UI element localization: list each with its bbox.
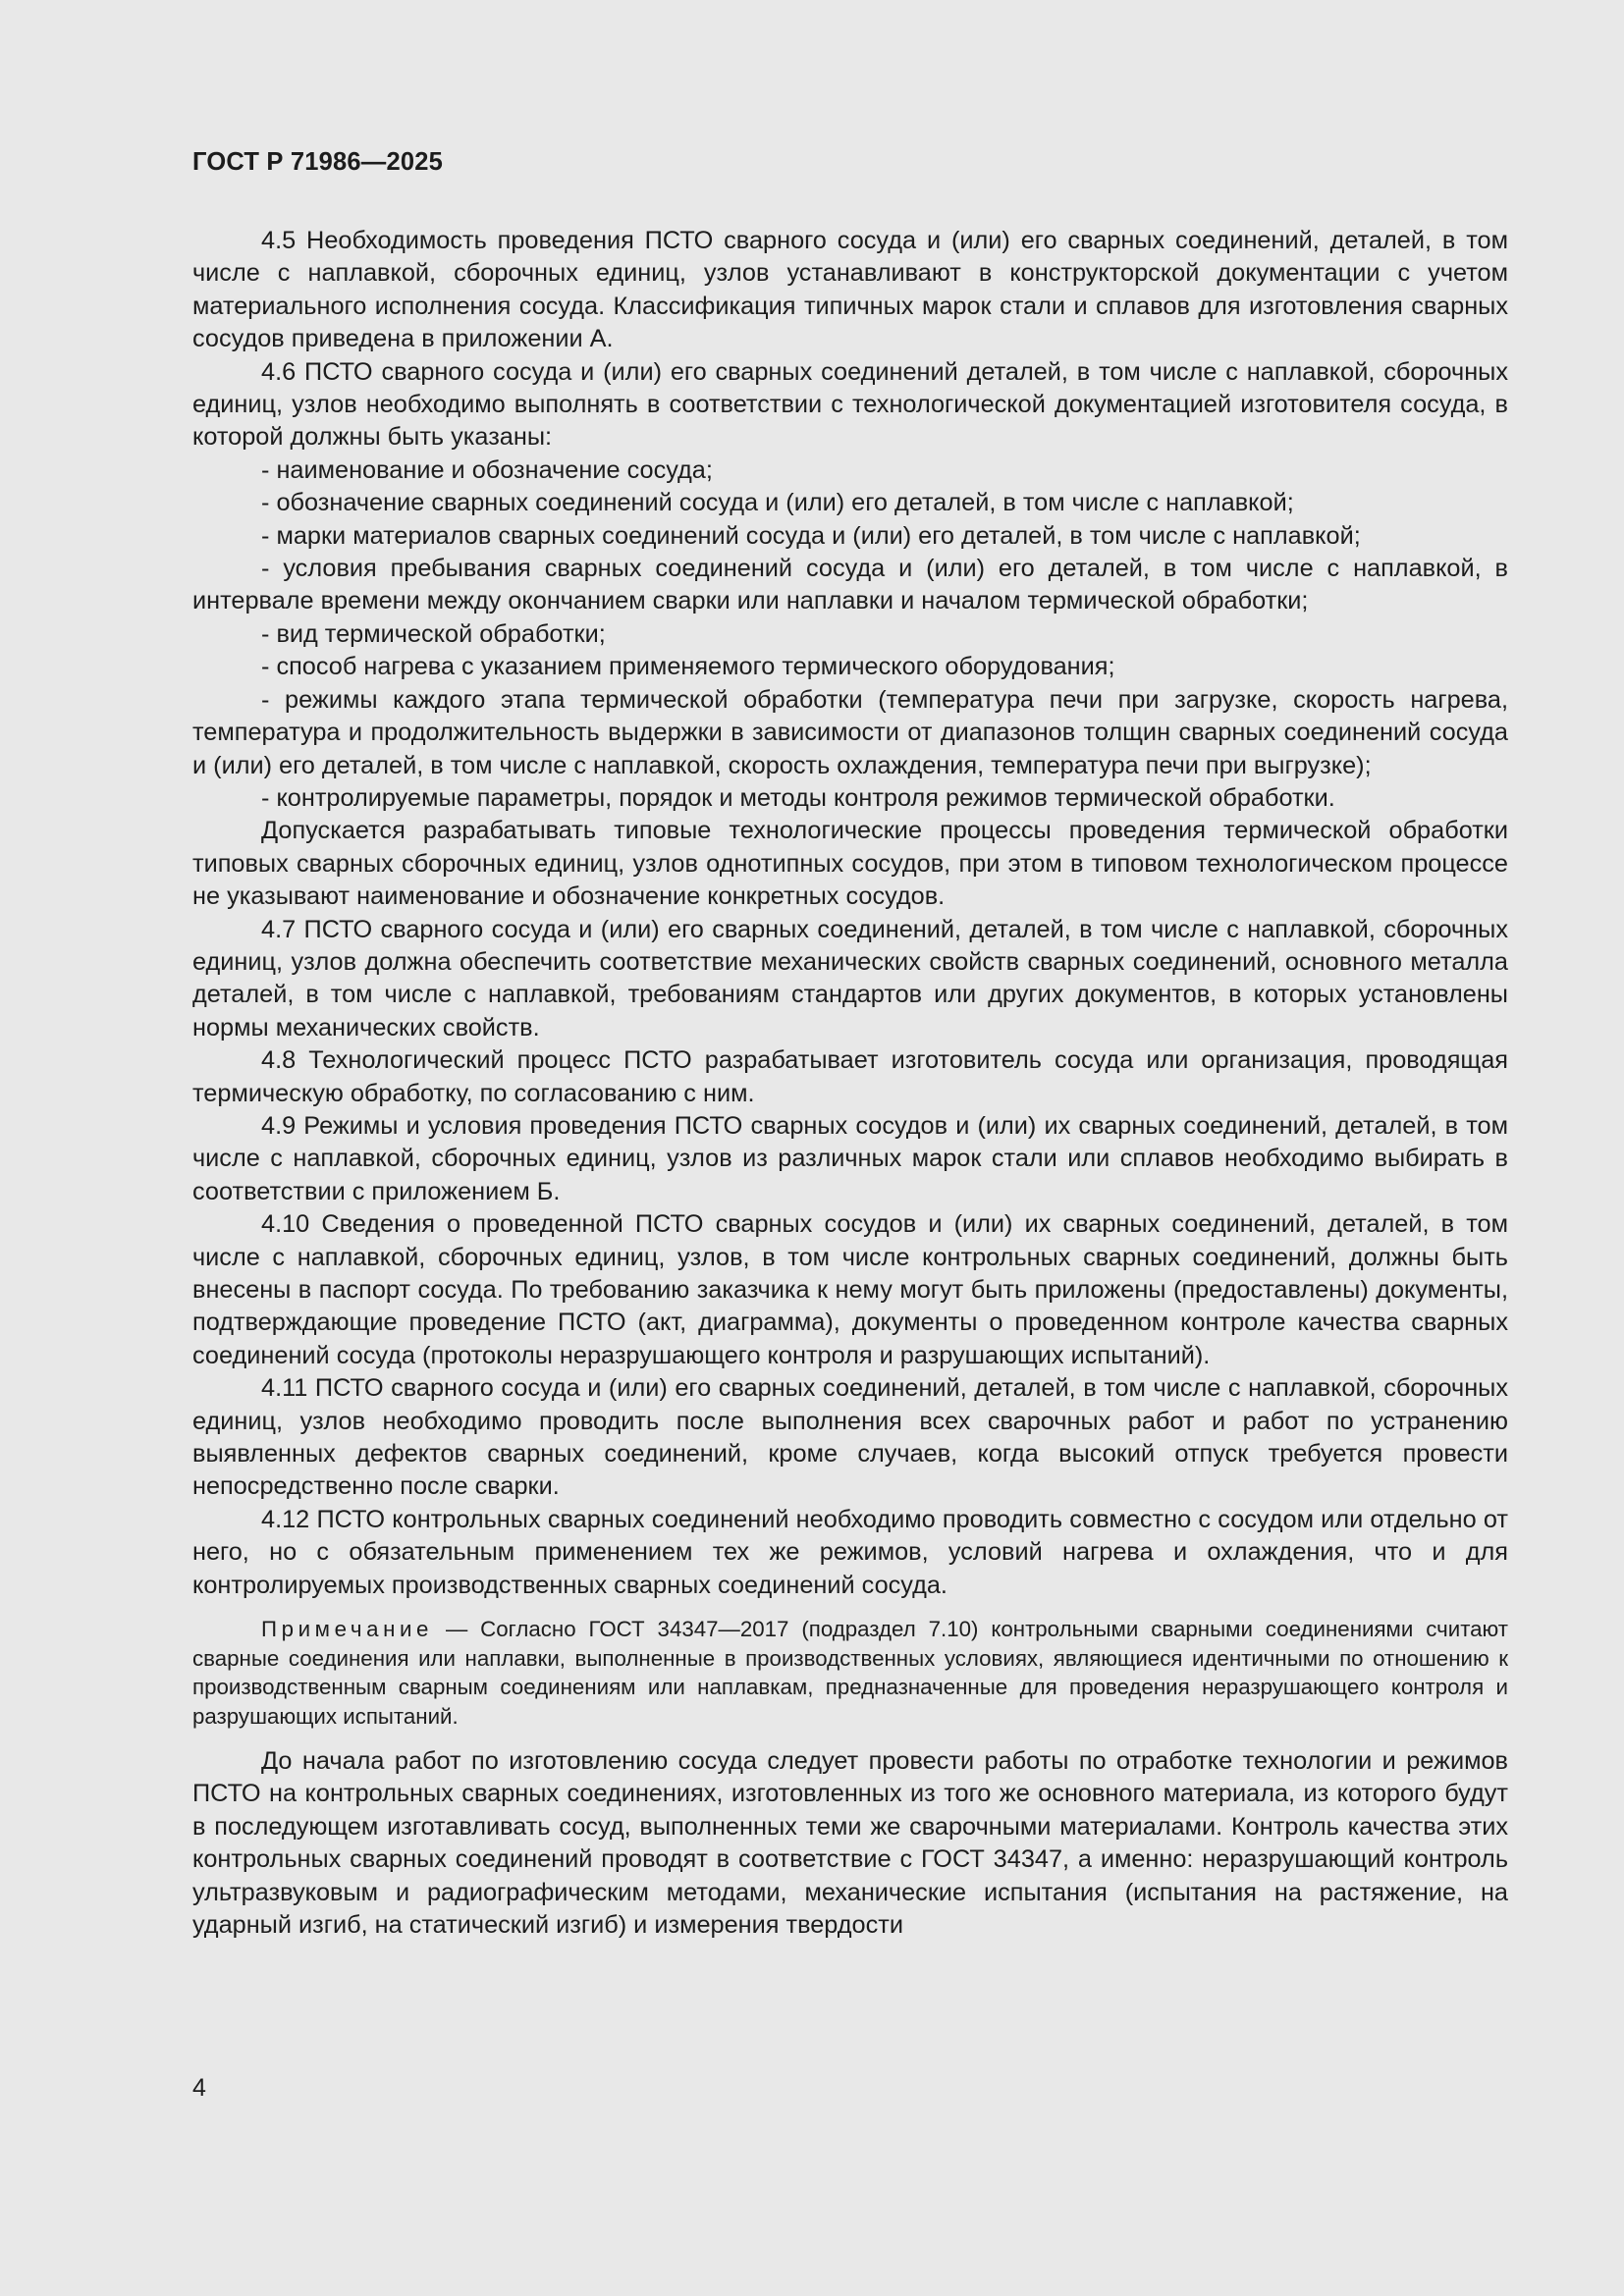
list-item: - вид термической обработки; <box>261 619 606 648</box>
note-label: Примечание <box>261 1617 434 1642</box>
standard-code-header: ГОСТ Р 71986—2025 <box>192 148 444 176</box>
note-block <box>192 1615 1508 1732</box>
list-item: - наименование и обозначение сосуда; <box>261 455 713 484</box>
list-item: - контролируемые параметры, порядок и методы контроля режимов термической обработки. <box>261 783 1335 812</box>
list-item: - обозначение сварных соединений сосуда и (или) его деталей, в том числе с наплавкой; <box>261 489 1294 517</box>
clause-4-7: 4.7 ПСТО сварного сосуда и (или) его сварных соединений, деталей, в том числе с наплавкой, сборочных единиц, узлов должна обеспечить соответствие механических свойств сварных соединений, основного металла деталей, в том числе с наплавкой, требованиям стандартов или других документов, в которых установлены нормы механических свойств. <box>192 915 1508 1041</box>
clause-4-9: 4.9 Режимы и условия проведения ПСТО сварных сосудов и (или) их сварных соединений, деталей, в том числе с наплавкой, сборочных единиц, узлов из различных марок стали или сплавов необходимо выбирать в соответствии с приложением Б. <box>192 1111 1508 1205</box>
list-item: - режимы каждого этапа термической обработки (температура печи при загрузке, скорость нагрева, температура и продолжительность выдержки в зависимости от диапазонов толщин сварных соединений сосуда и (или) его деталей, в том числе с наплавкой, скорость охлаждения, температура печи при выгрузке); <box>192 685 1508 779</box>
page-number: 4 <box>192 2074 206 2102</box>
note-text: Согласно ГОСТ 34347—2017 (подраздел 7.10) контрольными сварными соединениями считают сварные соединения или наплавки, выполненные в производственных условиях, являющиеся идентичными по отношению к производственным сварным соединениям или наплавкам, предназначенные для проведения неразрушающего контроля и разрушающих испытаний. <box>192 1617 1509 1730</box>
clause-4-10: 4.10 Сведения о проведенной ПСТО сварных сосудов и (или) их сварных соединений, деталей, в том числе с наплавкой, сборочных единиц, узлов, в том числе контрольных сварных соединений, должны быть внесены в паспорт сосуда. По требованию заказчика к нему могут быть приложены (предоставлены) документы, подтверждающие проведение ПСТО (акт, диаграмма), документы о проведенном контроле качества сварных соединений сосуда (протоколы неразрушающего контроля и разрушающих испытаний). <box>192 1210 1508 1369</box>
clause-4-6: 4.6 ПСТО сварного сосуда и (или) его сварных соединений деталей, в том числе с наплавкой, сборочных единиц, узлов необходимо выполнять в соответствии с технологической документацией изготовителя сосуда, в которой должны быть указаны: <box>192 357 1508 452</box>
list-item: - способ нагрева с указанием применяемого термического оборудования; <box>261 653 1115 681</box>
clause-4-5: 4.5 Необходимость проведения ПСТО сварного сосуда и (или) его сварных соединений, деталей, в том числе с наплавкой, сборочных единиц, узлов устанавливают в конструкторской документации с учетом материального исполнения сосуда. Классификация типичных марок стали и сплавов для изготовления сварных сосудов приведена в приложении А. <box>192 227 1508 353</box>
document-body <box>192 225 1508 1942</box>
closing-paragraph: До начала работ по изготовлению сосуда следует провести работы по отработке технологии и режимов ПСТО на контрольных сварных соединениях, изготовленных из того же основного материала, из которого будут в последующем изготавливать сосуд, выполненных теми же сварочными материалами. Контроль качества этих контрольных сварных соединений проводят в соответствие с ГОСТ 34347, а именно: неразрушающий контроль ультразвуковым и радиографическим методами, механические испытания (испытания на растяжение, на ударный изгиб, на статический изгиб) и измерения твердости <box>192 1746 1508 1939</box>
list-item: - марки материалов сварных соединений сосуда и (или) его деталей, в том числе с наплавкой; <box>261 521 1361 550</box>
clause-4-12: 4.12 ПСТО контрольных сварных соединений необходимо проводить совместно с сосудом или отдельно от него, но с обязательным применением тех же режимов, условий нагрева и охлаждения, что и для контролируемых производственных сварных соединений сосуда. <box>192 1505 1508 1599</box>
clause-4-11: 4.11 ПСТО сварного сосуда и (или) его сварных соединений, деталей, в том числе с наплавкой, сборочных единиц, узлов необходимо проводить после выполнения всех сварочных работ и работ по устранению выявленных дефектов сварных соединений, кроме случаев, когда высокий отпуск требуется провести непосредственно после сварки. <box>192 1374 1508 1501</box>
list-item: - условия пребывания сварных соединений сосуда и (или) его деталей, в том числе с наплавкой, в интервале времени между окончанием сварки или наплавки и началом термической обработки; <box>192 555 1508 615</box>
typical-process-paragraph: Допускается разрабатывать типовые технологические процессы проведения термической обработки типовых сварных сборочных единиц, узлов однотипных сосудов, при этом в типовом технологическом процессе не указывают наименование и обозначение конкретных сосудов. <box>192 817 1508 911</box>
clause-4-8: 4.8 Технологический процесс ПСТО разрабатывает изготовитель сосуда или организация, проводящая термическую обработку, по согласованию с ним. <box>192 1046 1508 1107</box>
note-dash: — <box>433 1617 481 1642</box>
